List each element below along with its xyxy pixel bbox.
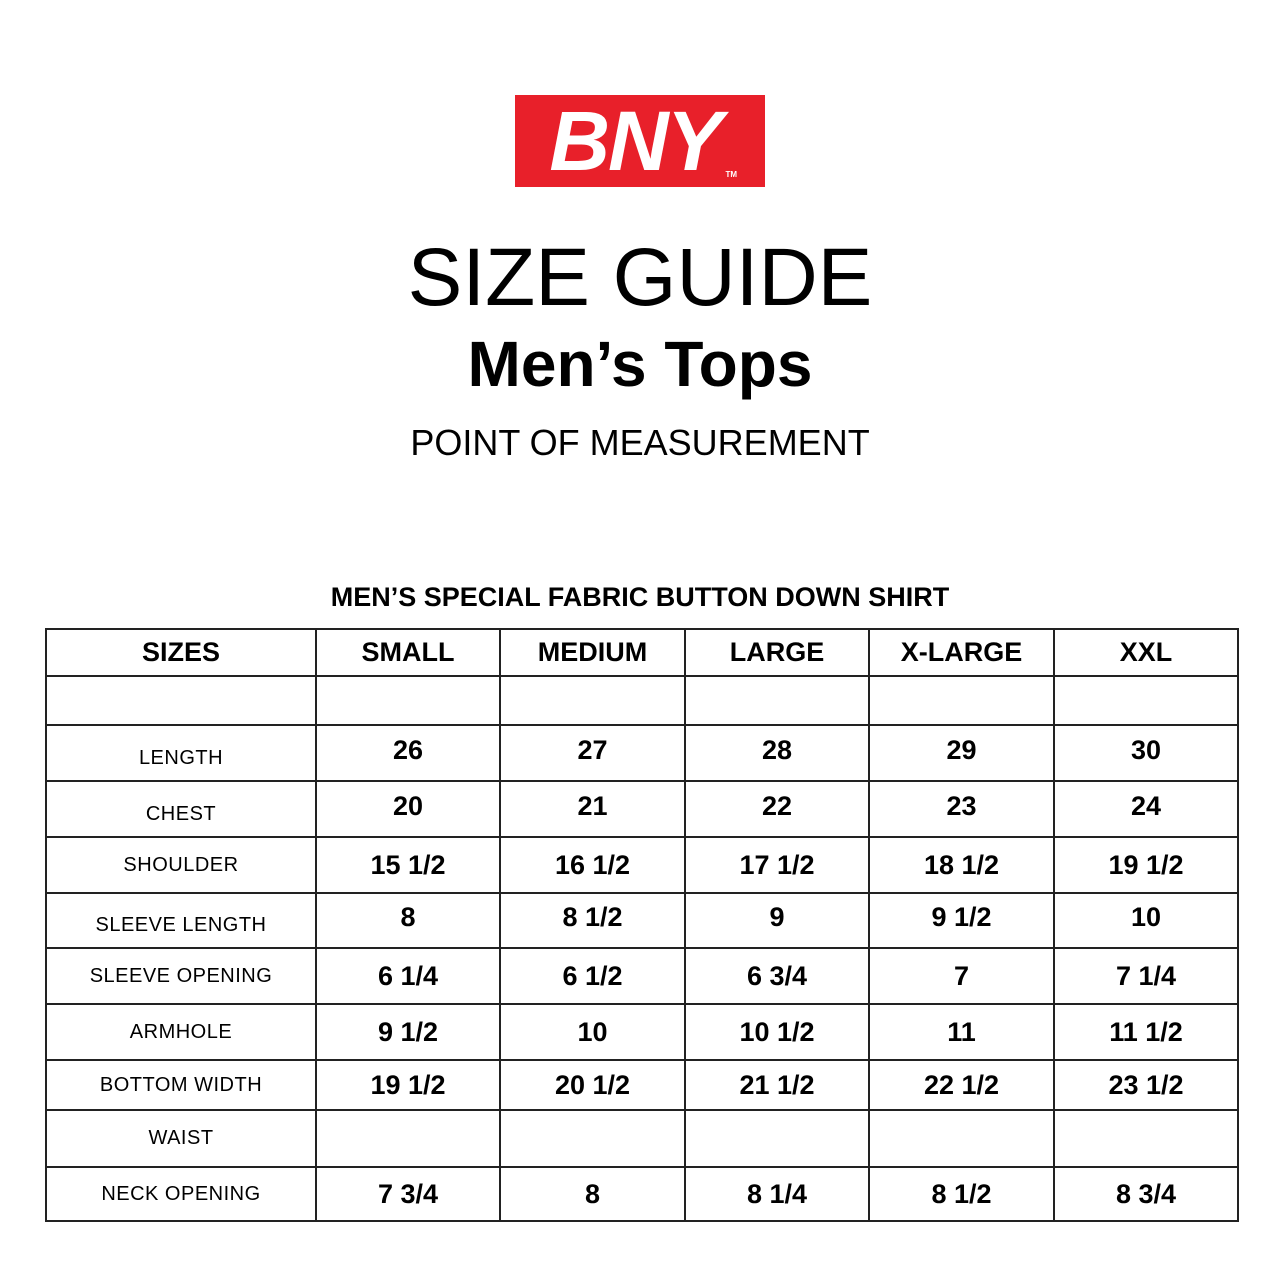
table-cell: 22 <box>685 781 869 837</box>
table-cell: 8 <box>500 1167 685 1221</box>
table-cell: 7 3/4 <box>316 1167 500 1221</box>
table-cell <box>316 1110 500 1167</box>
table-cell: 11 <box>869 1004 1054 1060</box>
row-label: BOTTOM WIDTH <box>46 1060 316 1110</box>
table-cell: 17 1/2 <box>685 837 869 893</box>
brand-logo <box>515 95 765 187</box>
row-label: SHOULDER <box>46 837 316 893</box>
table-row-shoulder <box>46 837 1238 893</box>
row-label: NECK OPENING <box>46 1167 316 1221</box>
table-cell <box>869 676 1054 725</box>
table-cell: 24 <box>1054 781 1238 837</box>
table-row-bottom-width <box>46 1060 1238 1110</box>
row-label: LENGTH <box>46 725 316 781</box>
table-cell: 9 1/2 <box>869 893 1054 948</box>
row-label: CHEST <box>46 781 316 837</box>
row-label: WAIST <box>46 1110 316 1167</box>
table-cell: 11 1/2 <box>1054 1004 1238 1060</box>
table-cell: 6 1/4 <box>316 948 500 1004</box>
table-row-chest <box>46 781 1238 837</box>
size-table <box>45 628 1239 1222</box>
table-row-blank <box>46 676 1238 725</box>
table-cell: 28 <box>685 725 869 781</box>
table-cell: 30 <box>1054 725 1238 781</box>
brand-logo-text: BNY <box>549 94 721 188</box>
column-header-small: SMALL <box>316 629 500 676</box>
table-cell: 15 1/2 <box>316 837 500 893</box>
column-header-large: LARGE <box>685 629 869 676</box>
table-cell: 7 1/4 <box>1054 948 1238 1004</box>
table-cell: 10 <box>500 1004 685 1060</box>
table-cell: 21 <box>500 781 685 837</box>
table-cell: 19 1/2 <box>316 1060 500 1110</box>
row-label: SLEEVE LENGTH <box>46 893 316 948</box>
table-cell: 8 3/4 <box>1054 1167 1238 1221</box>
column-header-medium: MEDIUM <box>500 629 685 676</box>
column-header-xxl: XXL <box>1054 629 1238 676</box>
table-cell: 21 1/2 <box>685 1060 869 1110</box>
table-cell: 10 1/2 <box>685 1004 869 1060</box>
page-title: SIZE GUIDE <box>407 232 873 323</box>
table-row-neck-opening <box>46 1167 1238 1221</box>
table-cell: 9 1/2 <box>316 1004 500 1060</box>
table-cell: 20 <box>316 781 500 837</box>
table-header-row <box>46 629 1238 676</box>
section-label: POINT OF MEASUREMENT <box>410 422 870 463</box>
trademark-mark: TM <box>725 170 737 179</box>
table-cell: 27 <box>500 725 685 781</box>
table-cell <box>316 676 500 725</box>
table-cell: 7 <box>869 948 1054 1004</box>
column-header-x-large: X-LARGE <box>869 629 1054 676</box>
row-label: ARMHOLE <box>46 1004 316 1060</box>
table-cell: 6 3/4 <box>685 948 869 1004</box>
table-cell: 22 1/2 <box>869 1060 1054 1110</box>
table-cell <box>500 676 685 725</box>
row-label <box>46 676 316 725</box>
table-cell: 26 <box>316 725 500 781</box>
row-label: SLEEVE OPENING <box>46 948 316 1004</box>
table-cell: 8 1/2 <box>500 893 685 948</box>
table-cell: 29 <box>869 725 1054 781</box>
page-subtitle: Men’s Tops <box>467 328 813 400</box>
table-cell <box>869 1110 1054 1167</box>
table-cell: 23 1/2 <box>1054 1060 1238 1110</box>
table-cell <box>1054 1110 1238 1167</box>
table-cell: 8 1/4 <box>685 1167 869 1221</box>
table-row-sleeve-opening <box>46 948 1238 1004</box>
table-cell: 18 1/2 <box>869 837 1054 893</box>
table-cell: 20 1/2 <box>500 1060 685 1110</box>
table-row-sleeve-length <box>46 893 1238 948</box>
table-cell: 8 1/2 <box>869 1167 1054 1221</box>
table-cell: 8 <box>316 893 500 948</box>
table-row-length <box>46 725 1238 781</box>
table-cell <box>685 1110 869 1167</box>
table-row-armhole <box>46 1004 1238 1060</box>
table-cell: 10 <box>1054 893 1238 948</box>
table-cell <box>500 1110 685 1167</box>
table-cell: 16 1/2 <box>500 837 685 893</box>
table-cell: 9 <box>685 893 869 948</box>
column-header-sizes: SIZES <box>46 629 316 676</box>
table-cell: 23 <box>869 781 1054 837</box>
table-cell: 6 1/2 <box>500 948 685 1004</box>
table-cell: 19 1/2 <box>1054 837 1238 893</box>
table-cell <box>685 676 869 725</box>
table-row-waist <box>46 1110 1238 1167</box>
table-cell <box>1054 676 1238 725</box>
table-title: MEN’S SPECIAL FABRIC BUTTON DOWN SHIRT <box>330 582 950 612</box>
